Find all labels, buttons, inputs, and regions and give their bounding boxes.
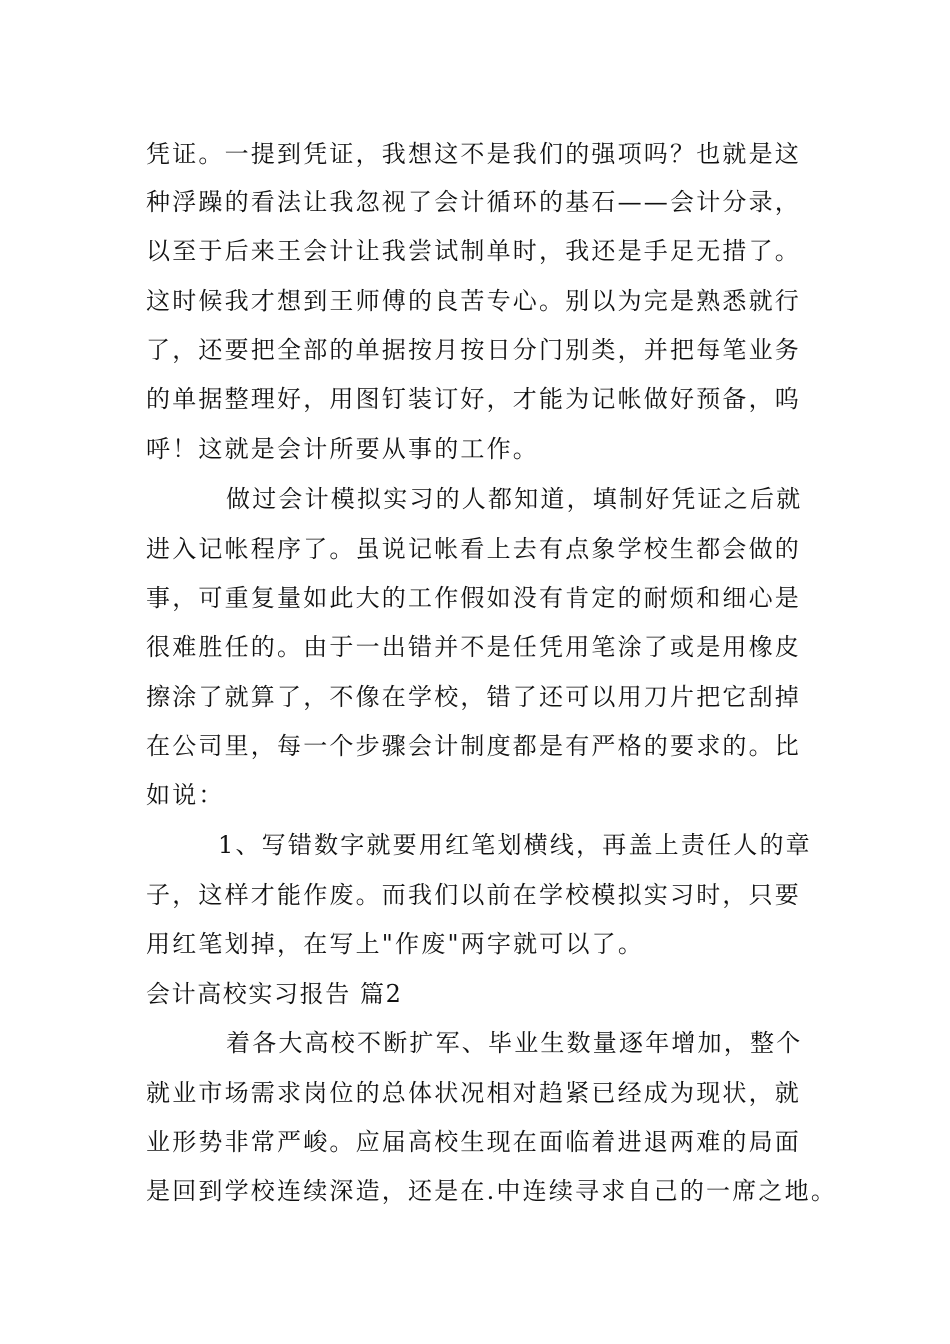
text-line: 的单据整理好，用图钉装订好，才能为记帐做好预备，呜 [146,385,801,413]
section-heading: 会计高校实习报告 篇2 [146,980,403,1008]
text-line: 很难胜任的。由于一出错并不是任凭用笔涂了或是用橡皮 [146,633,801,661]
text-line: 凭证。一提到凭证，我想这不是我们的强项吗？也就是这 [146,140,801,168]
text-line: 子，这样才能作废。而我们以前在学校模拟实习时，只要 [146,881,801,909]
list-item-first-line: 1、写错数字就要用红笔划横线，再盖上责任人的章 [218,831,812,859]
text-line: 是回到学校连续深造，还是在.中连续寻求自己的一席之地。 [146,1177,838,1205]
text-line: 事，可重复量如此大的工作假如没有肯定的耐烦和细心是 [146,584,801,612]
text-line: 了，还要把全部的单据按月按日分门别类，并把每笔业务 [146,336,801,364]
text-line: 业形势非常严峻。应届高校生现在面临着进退两难的局面 [146,1128,801,1156]
text-line: 进入记帐程序了。虽说记帐看上去有点象学校生都会做的 [146,535,801,563]
text-line: 如说： [146,781,225,809]
paragraph-first-line: 做过会计模拟实习的人都知道，填制好凭证之后就 [226,485,803,513]
text-line: 这时候我才想到王师傅的良苦专心。别以为完是熟悉就行 [146,287,801,315]
text-line: 在公司里，每一个步骤会计制度都是有严格的要求的。比 [146,732,801,760]
text-line: 呼！这就是会计所要从事的工作。 [146,435,539,463]
text-line: 用红笔划掉，在写上"作废"两字就可以了。 [146,930,645,958]
text-line: 以至于后来王会计让我尝试制单时，我还是手足无措了。 [146,237,801,265]
text-line: 种浮躁的看法让我忽视了会计循环的基石——会计分录， [146,188,801,216]
text-line: 就业市场需求岗位的总体状况相对趋紧已经成为现状，就 [146,1079,801,1107]
text-line: 擦涂了就算了，不像在学校，错了还可以用刀片把它刮掉 [146,683,801,711]
paragraph-first-line: 着各大高校不断扩军、毕业生数量逐年增加，整个 [226,1029,803,1057]
